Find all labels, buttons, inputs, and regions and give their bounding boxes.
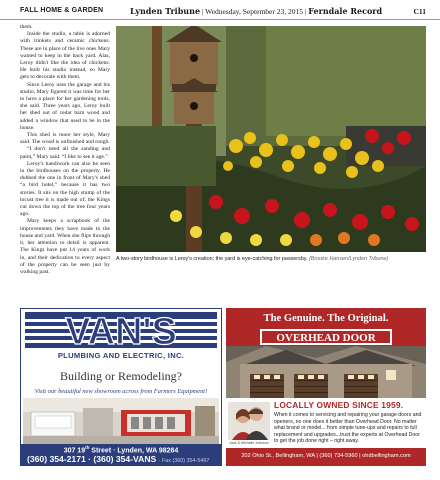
- overhead-door-ad[interactable]: [226, 308, 426, 466]
- owners-names: Jack & Michelle Johnson: [229, 441, 269, 445]
- paper-name: Lynden Tribune: [130, 6, 201, 16]
- vans-subtitle: PLUMBING AND ELECTRIC, INC.: [57, 351, 185, 360]
- page-number: C11: [413, 7, 426, 16]
- overhead-door-logo: [260, 329, 392, 345]
- page-header: [0, 0, 440, 20]
- vans-contact-bar: [21, 444, 221, 466]
- vans-fax: · Fax (360) 354-5497: [158, 458, 210, 464]
- svg-text:OVERHEAD DOOR: OVERHEAD DOOR: [276, 332, 376, 344]
- owners-photo: [228, 402, 270, 440]
- issue-date: Wednesday, September 23, 2015: [205, 7, 304, 16]
- vans-address: 307 19th Street · Lynden, WA 98264: [63, 445, 179, 455]
- article-paragraph: “I don't need all the sanding and paint,” Mary said. “I like to see it age.”: [20, 146, 110, 160]
- photo-credit: (Brooke Hansen/Lynden Tribune): [309, 256, 389, 262]
- photo-caption: [116, 256, 426, 263]
- vans-logo-text: VAN'S: [65, 311, 177, 351]
- vans-plumbing-ad[interactable]: [20, 308, 222, 466]
- section-title: FALL HOME & GARDEN: [20, 7, 104, 14]
- birdhouse-garden-illustration: [116, 26, 426, 252]
- vans-phones[interactable]: (360) 354-2171 · (360) 354-VANS · Fax (360) 354-5497: [27, 454, 210, 464]
- ohd-headline: The Genuine. The Original.: [263, 313, 389, 324]
- showroom-photo: [23, 398, 219, 444]
- vans-logo: [21, 309, 221, 351]
- article-paragraph: Mary keeps a scrapbook of the improvements they have made to the house and yard. When she flips through it, her attention to detail is apparent. The Kings have put 14 years of work in, and their dedication to every aspect of the property can be seen just by walking past.: [20, 218, 110, 275]
- caption-text: A two-story birdhouse is Leroy's creation; the yard is eye-catching for passersby.: [116, 256, 308, 262]
- article-column: [20, 24, 110, 296]
- article-paragraph: Leroy's handiwork can also be seen in the birdhouses on the property. He dubbed the one in front of Mary's shed “a bird hotel,” because it has two stories. It sits on the high stump of the locust tree it is made out of; the Kings cut down the top of the tree four years ago.: [20, 160, 110, 218]
- article-paragraph: them.: [20, 24, 33, 30]
- ohd-banner: [226, 308, 426, 398]
- house-photo: [226, 346, 426, 398]
- ohd-locally-owned: LOCALLY OWNED SINCE 1959.: [274, 400, 404, 410]
- vans-headline: Building or Remodeling?: [60, 369, 182, 383]
- ohd-contact-bar[interactable]: [226, 448, 426, 466]
- article-paragraph: This shed is more her style, Mary said. The wood is unfinished and rough.: [20, 132, 110, 146]
- masthead-line: Lynden Tribune | Wednesday, September 23, 2015 | Ferndale Record: [130, 6, 383, 16]
- ohd-address-phone-web[interactable]: 202 Ohio St., Bellingham, WA | (360) 734-5960 | ohdbellingham.com: [241, 453, 411, 459]
- vans-tagline: Visit our beautiful new showroom across from Farmers Equipment!: [34, 388, 208, 395]
- article-paragraph: Since Leroy uses the garage and his studio, Mary figured it was time for her to have a place for her gardening tools, she said. Three years ago, Leroy built her shed out of cedar barn wood and added a window that used to be in the house.: [20, 81, 110, 131]
- ohd-body-text: When it comes to servicing and repairing your garage doors and openers, no one does it better than Overhead Door. No matter what brand or model... from simple tune-ups and repairs to full replacement and upgrades...trust the experts at Overhead Door to get the job done right – right away.: [274, 412, 422, 445]
- paper-name-secondary: Ferndale Record: [308, 6, 383, 16]
- article-paragraph: Inside the studio, a table is adorned with trinkets and ceramic chickens. These are in place of the live ones Mary wanted to keep in the back yard. Alas, Leroy didn't like the idea of chickens. He built his studio instead, so Mary gets to decorate with them.: [20, 31, 110, 81]
- garden-photo: [116, 26, 426, 252]
